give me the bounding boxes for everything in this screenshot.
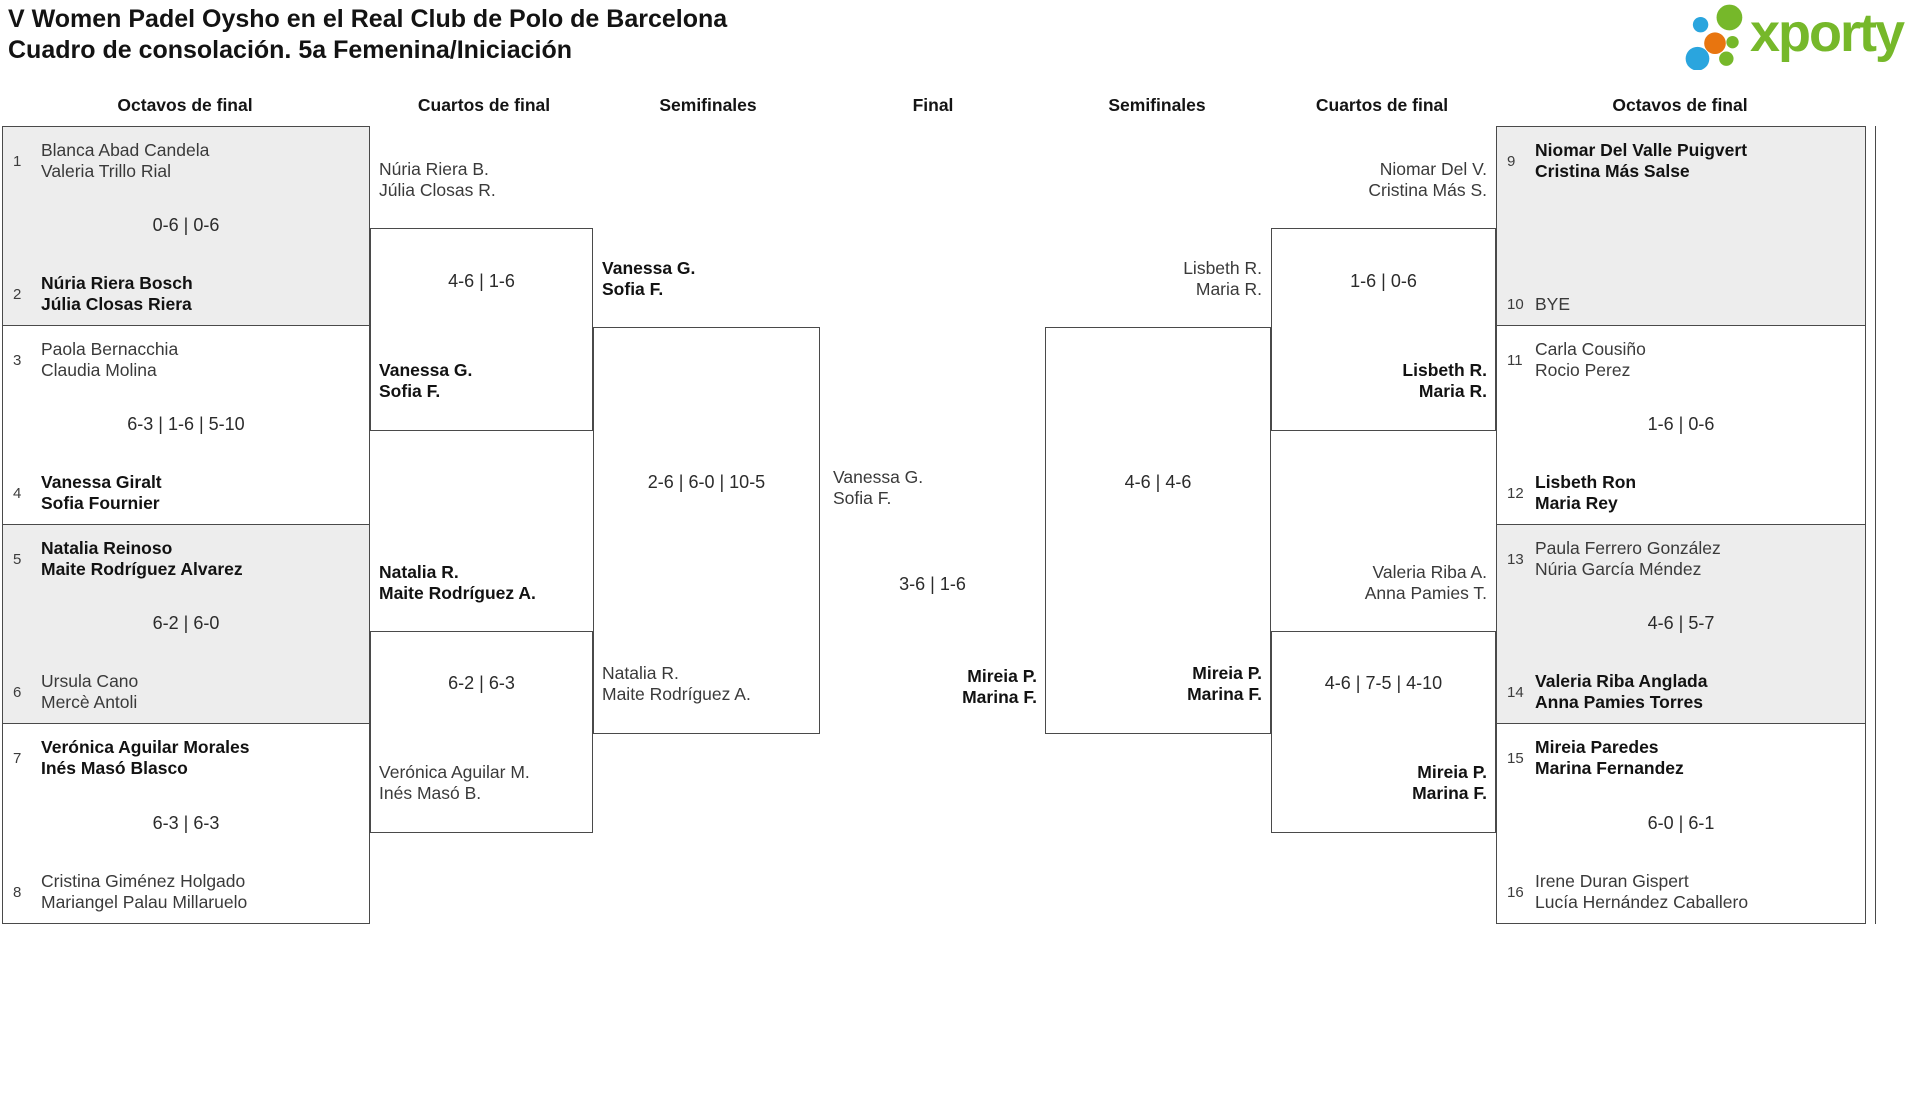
team-names bbox=[1365, 562, 1487, 604]
match-entry bbox=[9, 871, 363, 913]
round-header-semis-right: Semifinales bbox=[1108, 95, 1206, 115]
team-names bbox=[1535, 737, 1684, 779]
team-name-line: Valeria Trillo Rial bbox=[41, 161, 171, 181]
team-name-line: Niomar Del V. bbox=[1379, 159, 1487, 179]
page-title bbox=[8, 4, 727, 66]
match-entry bbox=[1503, 140, 1859, 182]
match-score: 6-3 | 6-3 bbox=[152, 812, 220, 833]
team-names bbox=[1183, 258, 1262, 300]
team-names bbox=[41, 538, 243, 580]
team-name-line: Lisbeth R. bbox=[1183, 258, 1262, 278]
match-score: 6-2 | 6-3 bbox=[448, 673, 515, 693]
match-entry bbox=[1503, 737, 1859, 779]
team-names bbox=[1402, 360, 1487, 402]
match-box-cuartos-right-2 bbox=[1271, 562, 1496, 833]
team-name-line: Natalia R. bbox=[602, 663, 679, 683]
seed-number: 16 bbox=[1507, 883, 1524, 901]
team-name-line: Mireia P. bbox=[967, 666, 1037, 686]
team-name-line: Núria García Méndez bbox=[1535, 559, 1702, 579]
team-name-line: Marina F. bbox=[1412, 783, 1487, 803]
team-name-line: Mercè Antoli bbox=[41, 692, 138, 712]
team-name-line: Marina F. bbox=[1187, 684, 1262, 704]
team-name-line: Natalia Reinoso bbox=[41, 538, 173, 558]
team-names bbox=[1535, 339, 1646, 381]
seed-number: 5 bbox=[13, 550, 22, 568]
team-name-line: Natalia R. bbox=[379, 562, 459, 582]
team-name-line: Vanessa G. bbox=[379, 360, 473, 380]
match-entry bbox=[1503, 538, 1859, 580]
match-box-octavos-left-3 bbox=[2, 524, 370, 724]
team-name-line: Maite Rodríguez Alvarez bbox=[41, 559, 243, 579]
team-names bbox=[1535, 140, 1747, 182]
team-name-line: Claudia Molina bbox=[41, 360, 157, 380]
team-names bbox=[379, 159, 496, 201]
seed-number: 7 bbox=[13, 749, 22, 767]
team-names bbox=[379, 762, 530, 804]
bracket-connector-line bbox=[1875, 126, 1876, 924]
team-name-line: Anna Pamies Torres bbox=[1535, 692, 1703, 712]
match-score: 6-2 | 6-0 bbox=[152, 613, 220, 633]
team-name-line: Mariangel Palau Millaruelo bbox=[41, 892, 248, 912]
match-box-octavos-left-1 bbox=[2, 126, 370, 326]
match-box-cuartos-right-1 bbox=[1271, 159, 1496, 431]
match-box-octavos-right-2 bbox=[1496, 325, 1866, 525]
match-entry bbox=[9, 339, 363, 381]
match-box-octavos-right-4 bbox=[1496, 723, 1866, 924]
match-score: 6-0 | 6-1 bbox=[1647, 812, 1715, 833]
team-name-line: Maria R. bbox=[1418, 381, 1487, 401]
team-name-line: Sofia F. bbox=[379, 381, 441, 401]
team-names bbox=[41, 737, 249, 779]
team-name-line: Inés Masó Blasco bbox=[41, 758, 188, 778]
team-names bbox=[1535, 871, 1748, 913]
match-box-semifinal-right bbox=[1045, 258, 1271, 734]
team-name-line: Paula Ferrero González bbox=[1535, 538, 1721, 558]
team-names bbox=[1535, 538, 1721, 580]
match-score: 2-6 | 6-0 | 10-5 bbox=[647, 471, 766, 492]
match-score: 1-6 | 0-6 bbox=[1350, 270, 1417, 291]
team-name-line: Irene Duran Gispert bbox=[1535, 871, 1689, 891]
team-name-line: Sofia Fournier bbox=[41, 493, 160, 513]
team-names bbox=[1412, 762, 1487, 804]
seed-number: 1 bbox=[13, 152, 22, 170]
team-name-line: BYE bbox=[1535, 294, 1571, 314]
round-header-octavos-right: Octavos de final bbox=[1612, 95, 1748, 115]
xporty-logo-text: xporty bbox=[1750, 3, 1904, 63]
seed-number: 2 bbox=[13, 285, 22, 303]
team-name-line: Lisbeth Ron bbox=[1535, 472, 1637, 492]
match-score: 4-6 | 4-6 bbox=[1124, 471, 1192, 492]
match-box-semifinal-left bbox=[593, 258, 820, 734]
seed-number: 6 bbox=[13, 683, 22, 701]
xporty-logo bbox=[1682, 2, 1903, 70]
team-name-line: Carla Cousiño bbox=[1535, 339, 1646, 359]
team-names bbox=[41, 273, 193, 315]
team-name-line: Cristina Giménez Holgado bbox=[41, 871, 246, 891]
xporty-dots-icon bbox=[1682, 2, 1748, 70]
team-name-line: Rocio Perez bbox=[1535, 360, 1631, 380]
round-header-semis-left: Semifinales bbox=[659, 95, 757, 115]
team-names bbox=[379, 562, 536, 604]
seed-number: 12 bbox=[1507, 484, 1524, 502]
match-entry bbox=[1503, 294, 1859, 315]
team-name-line: Mireia Paredes bbox=[1535, 737, 1659, 757]
team-name-line: Mireia P. bbox=[1192, 663, 1262, 683]
team-name-line: Anna Pamies T. bbox=[1364, 583, 1487, 603]
match-box-cuartos-left-2 bbox=[370, 562, 593, 833]
match-score: 4-6 | 7-5 | 4-10 bbox=[1324, 673, 1443, 693]
match-entry bbox=[9, 472, 363, 514]
team-name-line: Núria Riera Bosch bbox=[41, 273, 193, 293]
match-score: 1-6 | 0-6 bbox=[1647, 414, 1715, 434]
team-name-line: Júlia Closas R. bbox=[379, 180, 496, 200]
match-box-cuartos-left-1 bbox=[370, 159, 593, 431]
team-names bbox=[1535, 671, 1707, 713]
team-names bbox=[41, 671, 138, 713]
team-name-line: Lucía Hernández Caballero bbox=[1535, 892, 1749, 912]
round-header-cuartos-right: Cuartos de final bbox=[1315, 95, 1449, 115]
match-score: 3-6 | 1-6 bbox=[899, 574, 966, 594]
round-header-final: Final bbox=[912, 95, 954, 115]
match-box-octavos-left-2 bbox=[2, 325, 370, 525]
match-score: 0-6 | 0-6 bbox=[152, 215, 220, 235]
team-names bbox=[41, 339, 178, 381]
team-name-line: Blanca Abad Candela bbox=[41, 140, 210, 160]
team-names bbox=[379, 360, 472, 402]
match-entry bbox=[1503, 671, 1859, 713]
match-box-octavos-right-1 bbox=[1496, 126, 1866, 326]
seed-number: 4 bbox=[13, 484, 22, 502]
team-name-line: Verónica Aguilar M. bbox=[379, 762, 530, 782]
team-name-line: Valeria Riba Anglada bbox=[1535, 671, 1708, 691]
team-names bbox=[962, 666, 1037, 708]
match-box-octavos-left-4 bbox=[2, 723, 370, 924]
final-match bbox=[820, 327, 1045, 734]
team-names bbox=[1368, 159, 1487, 201]
team-name-line: Núria Riera B. bbox=[379, 159, 489, 179]
match-entry bbox=[1503, 871, 1859, 913]
seed-number: 11 bbox=[1507, 351, 1523, 369]
team-name-line: Vanessa Giralt bbox=[41, 472, 162, 492]
team-names bbox=[41, 871, 247, 913]
match-entry bbox=[9, 538, 363, 580]
match-entry bbox=[9, 737, 363, 779]
team-names bbox=[1187, 663, 1262, 705]
team-names bbox=[833, 467, 923, 509]
seed-number: 13 bbox=[1507, 550, 1524, 568]
seed-number: 9 bbox=[1507, 152, 1516, 170]
team-name-line: Maite Rodríguez A. bbox=[602, 684, 751, 704]
match-score: 6-3 | 1-6 | 5-10 bbox=[127, 414, 245, 434]
team-name-line: Maria R. bbox=[1195, 279, 1262, 299]
team-name-line: Cristina Más Salse bbox=[1535, 161, 1690, 181]
team-name-line: Sofia F. bbox=[833, 488, 892, 508]
team-name-line: Júlia Closas Riera bbox=[41, 294, 192, 314]
team-name-line: Maria Rey bbox=[1535, 493, 1618, 513]
match-entry bbox=[9, 273, 363, 315]
title-line-1: V Women Padel Oysho en el Real Club de Polo de Barcelona bbox=[8, 5, 728, 33]
round-header-cuartos-left: Cuartos de final bbox=[417, 95, 551, 115]
team-names bbox=[1535, 472, 1636, 514]
match-score: 4-6 | 5-7 bbox=[1647, 613, 1715, 633]
match-entry bbox=[9, 671, 363, 713]
team-names bbox=[41, 472, 162, 514]
match-box-octavos-right-3 bbox=[1496, 524, 1866, 724]
match-score: 4-6 | 1-6 bbox=[448, 270, 515, 291]
title-line-2: Cuadro de consolación. 5a Femenina/Iniciación bbox=[8, 36, 573, 64]
team-name-line: Maite Rodríguez A. bbox=[379, 583, 536, 603]
team-name-line: Valeria Riba A. bbox=[1372, 562, 1487, 582]
match-entry bbox=[1503, 472, 1859, 514]
seed-number: 14 bbox=[1507, 683, 1524, 701]
match-entry bbox=[9, 140, 363, 182]
seed-number: 3 bbox=[13, 351, 22, 369]
seed-number: 8 bbox=[13, 883, 22, 901]
team-name-line: Vanessa G. bbox=[833, 467, 924, 487]
team-name-line: Ursula Cano bbox=[41, 671, 139, 691]
team-name-line: Marina F. bbox=[962, 687, 1037, 707]
team-name-line: Lisbeth R. bbox=[1402, 360, 1487, 380]
round-header-octavos-left: Octavos de final bbox=[117, 95, 253, 115]
team-name-line: Mireia P. bbox=[1417, 762, 1487, 782]
team-name-line: Inés Masó B. bbox=[379, 783, 482, 803]
seed-number: 15 bbox=[1507, 749, 1524, 767]
match-entry bbox=[1503, 339, 1859, 381]
team-name-line: Niomar Del Valle Puigvert bbox=[1535, 140, 1748, 160]
team-names bbox=[602, 258, 695, 300]
team-name-line: Sofia F. bbox=[602, 279, 664, 299]
team-name-line: Marina Fernandez bbox=[1535, 758, 1684, 778]
team-names bbox=[41, 140, 209, 182]
seed-number: 10 bbox=[1507, 296, 1524, 313]
team-name-line: Paola Bernacchia bbox=[41, 339, 179, 359]
team-names bbox=[602, 663, 751, 705]
team-name-line: Verónica Aguilar Morales bbox=[41, 737, 250, 757]
team-name-line: Cristina Más S. bbox=[1368, 180, 1487, 200]
team-name-line: Vanessa G. bbox=[602, 258, 696, 278]
team-names bbox=[1535, 294, 1570, 315]
